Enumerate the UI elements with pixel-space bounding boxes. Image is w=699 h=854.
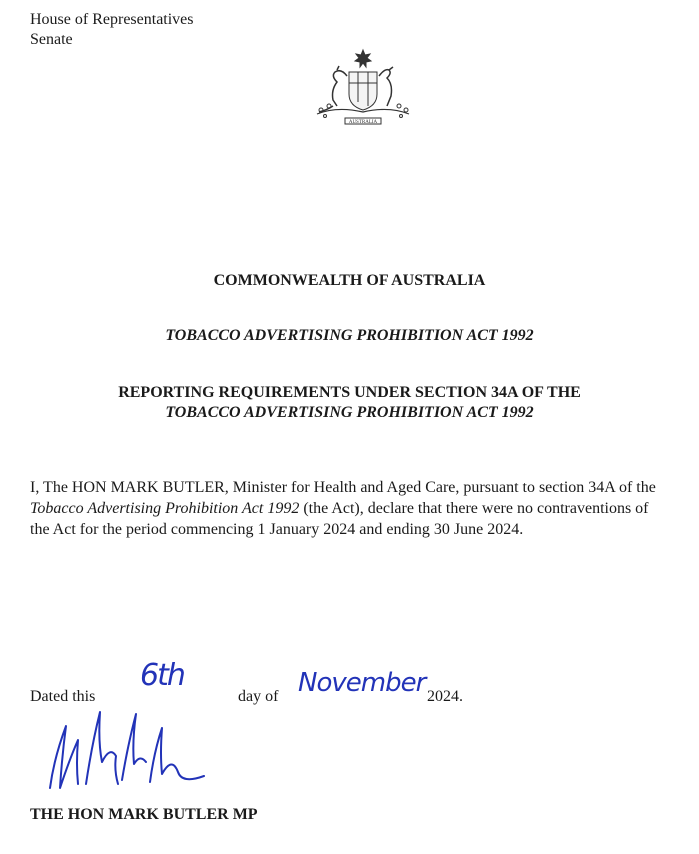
declaration-paragraph [30,477,670,540]
reporting-requirements-heading [0,383,699,423]
addressee-block [30,10,194,50]
declaration-part-1: I, The HON MARK BUTLER, Minister for Health and Aged Care, pursuant to section 34A of the [30,479,656,496]
requirements-line-1: REPORTING REQUIREMENTS UNDER SECTION 34A OF THE [118,384,581,401]
handwritten-month: November [298,668,426,698]
handwritten-day: 6th [140,658,184,693]
requirements-line-2: TOBACCO ADVERTISING PROHIBITION ACT 1992 [165,404,534,421]
year: 2024. [427,688,463,705]
handwritten-signature-icon [38,700,218,795]
commonwealth-heading: COMMONWEALTH OF AUSTRALIA [213,272,486,289]
day-of-label: day of [238,688,279,705]
declaration-part-2: (the Act), declare that there were no contraventions of the Act for the period commencing 1 January 2024 and ending 30 June 2024. [30,500,649,538]
act-title: TOBACCO ADVERTISING PROHIBITION ACT 1992 [165,327,534,344]
declaration-act-name: Tobacco Advertising Prohibition Act 1992 [30,500,300,517]
coat-of-arms-icon [309,48,417,130]
senate: Senate [30,31,73,48]
dated-label: Dated this [30,688,96,705]
minister-name: THE HON MARK BUTLER MP [30,806,258,823]
house-of-representatives: House of Representatives [30,11,194,28]
svg-text:AUSTRALIA: AUSTRALIA [348,120,378,125]
